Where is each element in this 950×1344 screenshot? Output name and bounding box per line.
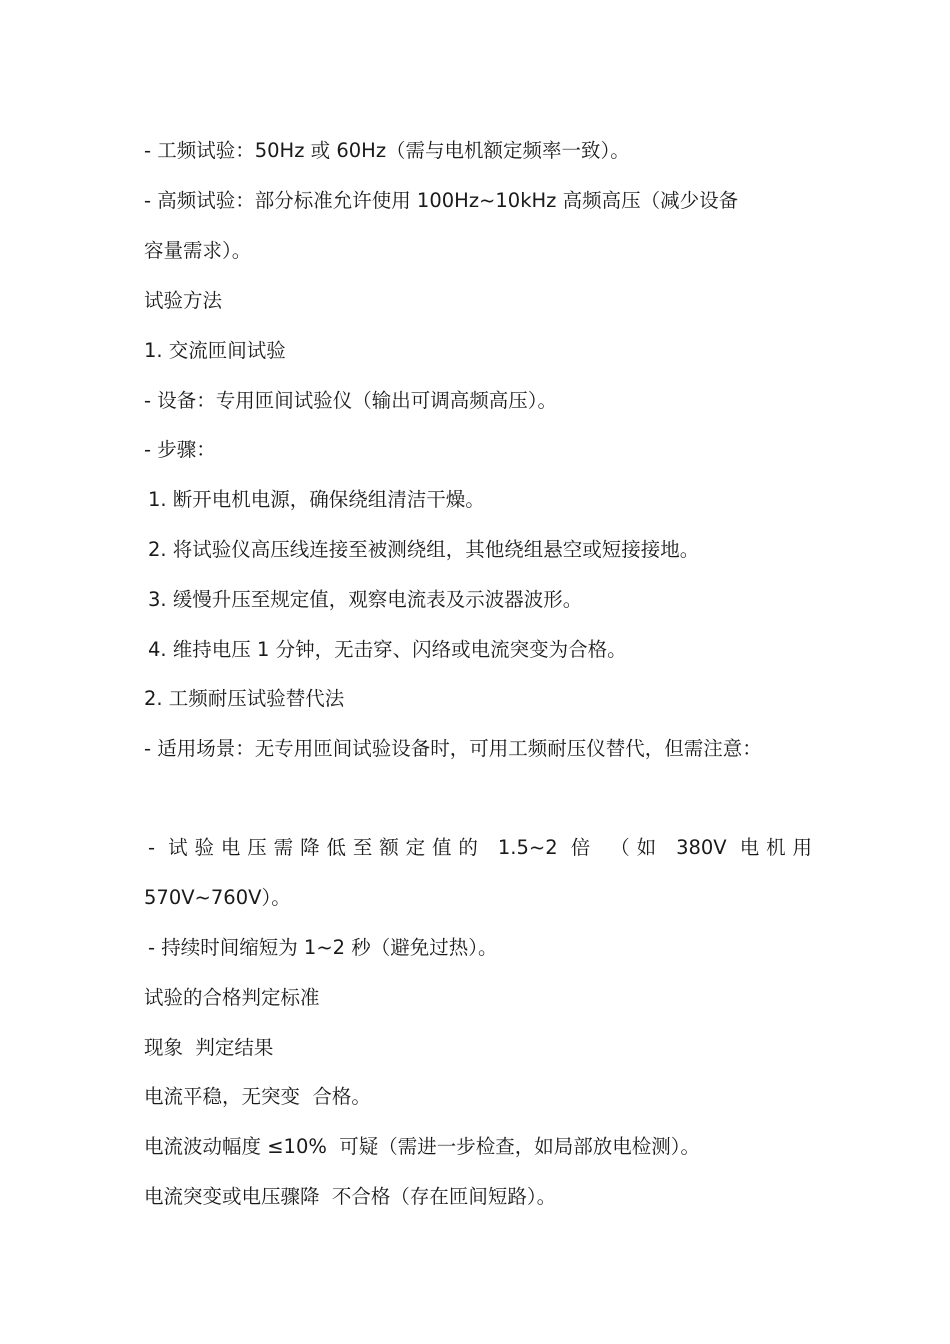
subheading-ac-interturn-test: 1. 交流匝间试验 <box>144 339 286 362</box>
step-item-2: 2. 将试验仪高压线连接至被测绕组，其他绕组悬空或短接接地。 <box>148 538 700 561</box>
criteria-header-row: 现象 判定结果 <box>144 1036 274 1059</box>
text-line-capacity-requirement: 容量需求）。 <box>144 239 252 262</box>
criteria-row-fluctuation: 电流波动幅度 ≤10% 可疑（需进一步检查，如局部放电检测）。 <box>144 1135 701 1158</box>
text-line-high-frequency-test: - 高频试验：部分标准允许使用 100Hz~10kHz 高频高压（减少设备 <box>144 189 739 212</box>
section-heading-test-method: 试验方法 <box>144 289 223 312</box>
step-item-4: 4. 维持电压 1 分钟，无击穿、闪络或电流突变为合格。 <box>148 638 627 661</box>
criteria-row-sudden-change: 电流突变或电压骤降 不合格（存在匝间短路）。 <box>144 1185 557 1208</box>
text-line-voltage-range: 570V~760V）。 <box>144 886 291 909</box>
text-line-test-voltage: - 试验电压需降低至额定值的 1.5~2 倍 （如 380V 电机用 <box>148 836 812 859</box>
step-item-1: 1. 断开电机电源，确保绕组清洁干燥。 <box>148 488 485 511</box>
subheading-power-frequency-alternative: 2. 工频耐压试验替代法 <box>144 687 345 710</box>
text-line-applicable-scenario: - 适用场景：无专用匝间试验设备时，可用工频耐压仪替代，但需注意： <box>144 737 762 760</box>
text-line-duration: - 持续时间缩短为 1~2 秒（避免过热）。 <box>148 936 498 959</box>
criteria-row-stable: 电流平稳，无突变 合格。 <box>144 1085 371 1108</box>
text-line-equipment: - 设备：专用匝间试验仪（输出可调高频高压）。 <box>144 389 557 412</box>
step-item-3: 3. 缓慢升压至规定值，观察电流表及示波器波形。 <box>148 588 583 611</box>
text-line-steps: - 步骤： <box>144 438 216 461</box>
section-heading-acceptance-criteria: 试验的合格判定标准 <box>144 986 320 1009</box>
text-line-power-frequency-test: - 工频试验：50Hz 或 60Hz（需与电机额定频率一致）。 <box>144 139 630 162</box>
